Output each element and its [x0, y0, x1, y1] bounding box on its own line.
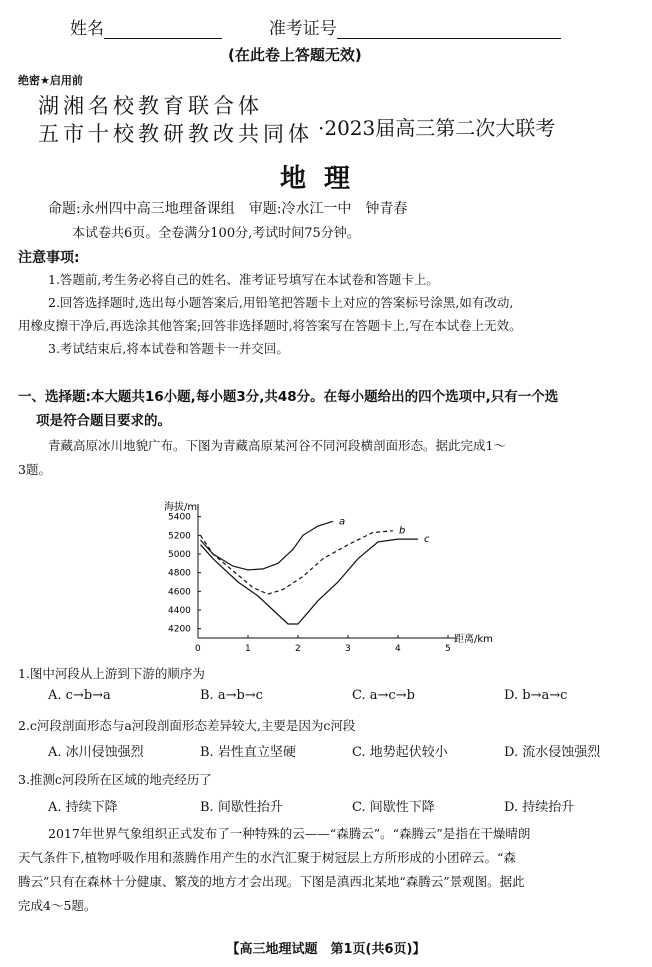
q1-option-d[interactable]: D. b→a→c: [504, 688, 568, 703]
name-blank: [104, 20, 222, 39]
series-a-label: a: [339, 516, 346, 528]
y-tick-label: 4400: [168, 606, 191, 616]
x-axis-label: 距离/km: [454, 634, 493, 645]
x-tick-label: 1: [245, 644, 251, 654]
y-tick-label: 4200: [168, 624, 191, 635]
invalid-note: (在此卷上答题无效): [228, 46, 362, 64]
org-line-2: 五市十校教研教改共同体: [38, 122, 313, 146]
passage-2-line-2: 天气条件下,植物呼吸作用和蒸腾作用产生的水汽汇聚于树冠层上方所形成的小团碎云。“森: [18, 850, 516, 865]
x-tick-label: 0: [195, 644, 201, 654]
series-b-line: [201, 531, 394, 594]
question-1-options: [48, 688, 652, 703]
q2-option-b[interactable]: B. 岩性直立坚硬: [200, 745, 296, 760]
q2-option-d[interactable]: D. 流水侵蚀强烈: [504, 745, 601, 760]
page-footer: 【高三地理试题 第1页(共6页)】: [226, 942, 426, 957]
y-tick-label: 5000: [168, 550, 191, 560]
q1-option-a[interactable]: A. c→b→a: [48, 688, 111, 703]
series-c-label: c: [424, 534, 430, 546]
y-tick-label: 4600: [168, 587, 191, 598]
q2-option-a[interactable]: A. 冰川侵蚀强烈: [48, 745, 144, 760]
secret-label: 绝密★启用前: [18, 74, 83, 87]
note-3: 3.考试结束后,将本试卷和答题卡一并交回。: [48, 341, 289, 356]
series-a-line: [201, 521, 334, 570]
section-1-title: [18, 385, 638, 433]
name-id-line: [70, 14, 561, 39]
q3-option-a[interactable]: A. 持续下降: [48, 800, 118, 815]
section-1-title-line-1: 一、选择题:本大题共16小题,每小题3分,共48分。在每小题给出的四个选项中,只有一个选: [18, 389, 559, 405]
y-tick-label: 5400: [168, 512, 191, 523]
intro-line-1: 青藏高原冰川地貌广布。下图为青藏高原某河谷不同河段横剖面形态。据此完成1～: [48, 438, 506, 453]
valley-profile-chart: [150, 498, 510, 658]
passage-2-line-4: 完成4～5题。: [18, 898, 97, 913]
question-1-stem: 1.图中河段从上游到下游的顺序为: [18, 666, 205, 681]
question-3-stem: 3.推测c河段所在区域的地壳经历了: [18, 772, 212, 787]
x-tick-label: 2: [295, 644, 301, 654]
intro-line-2: 3题。: [18, 462, 51, 477]
exam-info: 本试卷共6页。全卷满分100分,考试时间75分钟。: [72, 226, 360, 241]
q2-option-c[interactable]: C. 地势起伏较小: [352, 745, 448, 760]
note-1: 1.答题前,考生务必将自己的姓名、准考证号填写在本试卷和答题卡上。: [48, 272, 439, 287]
question-2-options: [48, 741, 652, 760]
x-tick-label: 4: [395, 644, 401, 654]
id-blank: [337, 20, 561, 39]
y-tick-label: 4800: [168, 568, 191, 579]
notes-title: 注意事项:: [18, 250, 80, 266]
q3-option-d[interactable]: D. 持续抬升: [504, 800, 575, 815]
question-2-stem: 2.c河段剖面形态与a河段剖面形态差异较大,主要是因为c河段: [18, 718, 356, 733]
passage-2-line-3: 腾云”只有在森林十分健康、繁茂的地方才会出现。下图是滇西北某地“森腾云”景观图。据此: [18, 874, 525, 889]
x-tick-label: 5: [445, 644, 451, 654]
y-axis-label: 海拔/m: [164, 502, 198, 513]
author-line: 命题:永州四中高三地理备课组 审题:冷水江一中 钟青春: [48, 201, 408, 217]
q1-option-c[interactable]: C. a→c→b: [352, 688, 415, 703]
subject-title: 地理: [280, 164, 369, 194]
id-label: 准考证号: [268, 19, 337, 39]
q3-option-b[interactable]: B. 间歇性抬升: [200, 800, 283, 815]
passage-2-line-1: 2017年世界气象组织正式发布了一种特殊的云——“森腾云”。“森腾云”是指在干燥晴朗: [48, 826, 531, 841]
question-3-options: [48, 796, 652, 815]
series-b-label: b: [399, 525, 406, 537]
x-tick-label: 3: [345, 644, 351, 654]
org-line-1: 湖湘名校教育联合体: [38, 94, 263, 118]
section-1-title-line-2: 项是符合题目要求的。: [36, 413, 171, 429]
name-label: 姓名: [70, 19, 104, 39]
exam-title: ·2023届高三第二次大联考: [318, 116, 556, 140]
y-tick-label: 5200: [168, 531, 191, 542]
q1-option-b[interactable]: B. a→b→c: [200, 688, 263, 703]
q3-option-c[interactable]: C. 间歇性下降: [352, 800, 435, 815]
series-c-line: [201, 539, 419, 624]
note-2: 2.回答选择题时,选出每小题答案后,用铅笔把答题卡上对应的答案标号涂黑,如有改动,: [48, 295, 514, 310]
note-2-cont: 用橡皮擦干净后,再选涂其他答案;回答非选择题时,将答案写在答题卡上,写在本试卷上无效。: [18, 318, 522, 333]
